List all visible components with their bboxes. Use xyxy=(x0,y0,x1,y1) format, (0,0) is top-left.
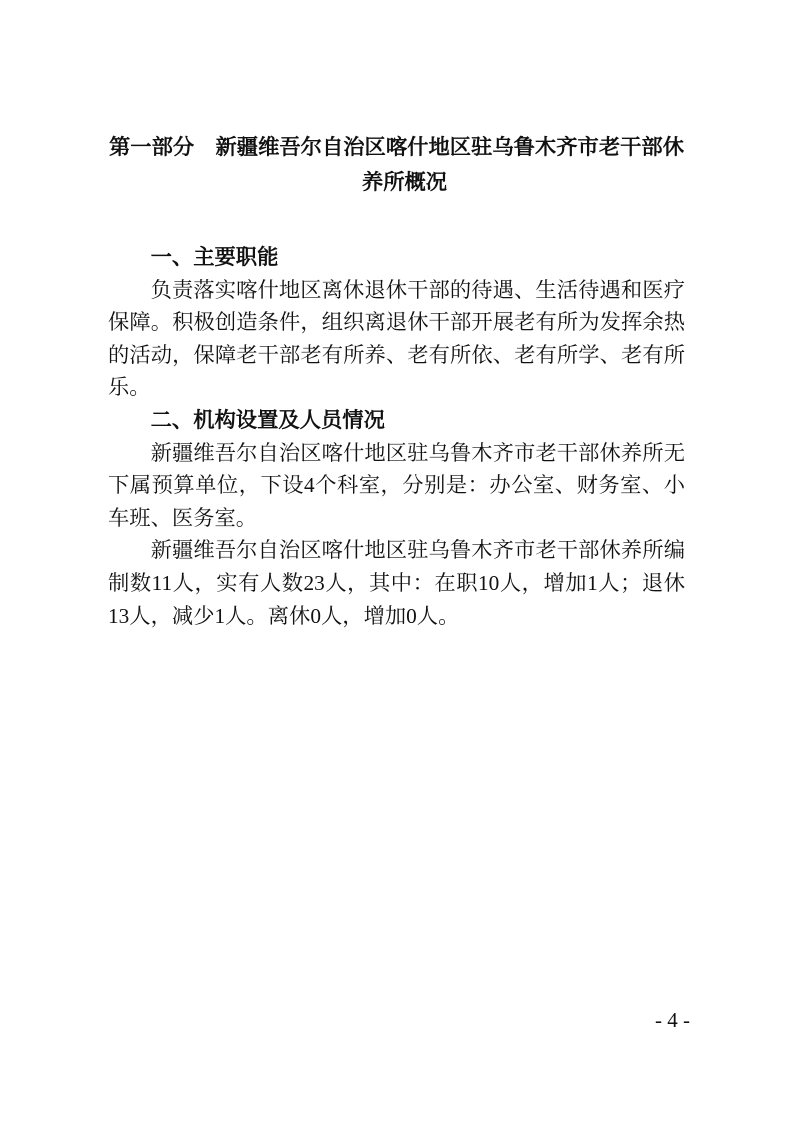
title-line-2: 养所概况 xyxy=(361,170,448,194)
paragraph: 新疆维吾尔自治区喀什地区驻乌鲁木齐市老干部休养所编制数11人，实有人数23人，其中：在职10人，增加1人；退休13人，减少1人。离休0人，增加0人。 xyxy=(108,538,685,628)
page-number: - 4 - xyxy=(655,1008,690,1032)
section-heading: 二、机构设置及人员情况 xyxy=(150,407,385,432)
section-heading: 一、主要职能 xyxy=(150,245,279,269)
paragraph: 负责落实喀什地区离休退休干部的待遇、生活待遇和医疗保障。积极创造条件，组织离退休干部开展老有所为发挥余热的活动，保障老干部老有所养、老有所依、老有所学、老有所乐。 xyxy=(108,277,685,400)
paragraph: 新疆维吾尔自治区喀什地区驻乌鲁木齐市老干部休养所无下属预算单位，下设4个科室，分别是：办公室、财务室、小车班、医务室。 xyxy=(108,440,685,530)
document-body xyxy=(108,241,685,632)
title-line-1: 第一部分 新疆维吾尔自治区喀什地区驻乌鲁木齐市老干部休 xyxy=(108,135,685,159)
section-main-functions xyxy=(108,241,685,404)
section-organization-staffing xyxy=(108,404,685,632)
page-title xyxy=(108,130,685,200)
